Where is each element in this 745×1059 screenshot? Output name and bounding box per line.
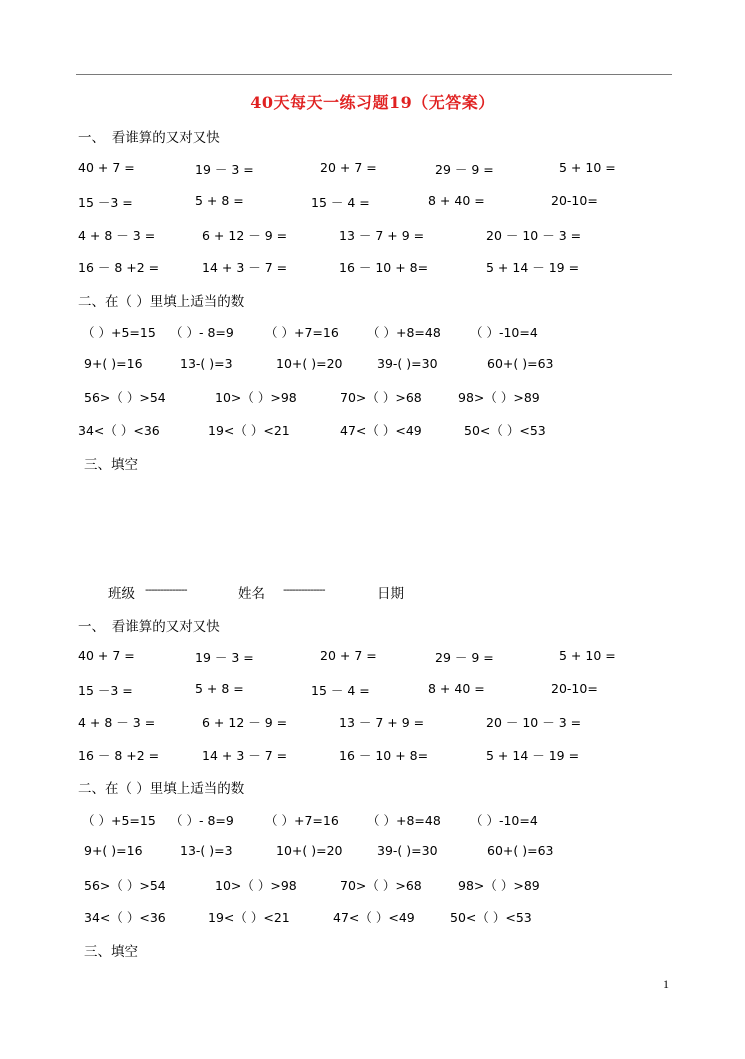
fill-cell: 9+( )=16 xyxy=(84,843,143,858)
class-label: 班级 xyxy=(108,586,135,602)
arith-cell: 29 － 9 = xyxy=(435,162,494,177)
arith-cell: 4 + 8 － 3 = xyxy=(78,228,156,243)
page-title: 40天每天一练习题19（无答案） xyxy=(250,93,495,112)
fill-cell: 39-( )=30 xyxy=(377,356,438,371)
fill-cell: 60+( )=63 xyxy=(487,843,554,858)
fill-cell: 56>（ ）>54 xyxy=(84,390,166,405)
arith-cell: 5 + 10 = xyxy=(559,648,616,663)
section2-title: 二、在（ ）里填上适当的数 xyxy=(78,781,245,797)
arith-cell: 29 － 9 = xyxy=(435,650,494,665)
fill-cell: 19<（ ）<21 xyxy=(208,423,290,438)
arith-cell: 16 － 10 + 8= xyxy=(339,260,429,275)
fill-cell: 13-( )=3 xyxy=(180,356,233,371)
fill-cell: （ ）+8=48 xyxy=(367,325,441,340)
arith-cell: 6 + 12 － 9 = xyxy=(202,228,288,243)
fill-cell: 34<（ ）<36 xyxy=(78,423,160,438)
fill-cell: 47<（ ）<49 xyxy=(333,910,415,925)
class-blank: -------------- xyxy=(145,583,187,596)
fill-cell: （ ）-10=4 xyxy=(470,325,538,340)
fill-cell: 47<（ ）<49 xyxy=(340,423,422,438)
arith-cell: 40 + 7 = xyxy=(78,160,135,175)
arith-cell: 16 － 8 +2 = xyxy=(78,748,160,763)
arith-cell: 8 + 40 = xyxy=(428,681,485,696)
fill-cell: 10>（ ）>98 xyxy=(215,390,297,405)
arith-cell: 16 － 10 + 8= xyxy=(339,748,429,763)
arith-cell: 20 + 7 = xyxy=(320,648,377,663)
section3-title: 三、填空 xyxy=(84,457,138,473)
fill-cell: （ ）+5=15 xyxy=(82,325,156,340)
fill-cell: 98>（ ）>89 xyxy=(458,878,540,893)
arith-cell: 15 － 4 = xyxy=(311,195,370,210)
section1-title: 一、 看谁算的又对又快 xyxy=(78,619,220,635)
arith-cell: 13 － 7 + 9 = xyxy=(339,228,425,243)
arith-cell: 5 + 14 － 19 = xyxy=(486,748,580,763)
fill-cell: （ ）- 8=9 xyxy=(170,813,234,828)
arith-cell: 6 + 12 － 9 = xyxy=(202,715,288,730)
section2-title: 二、在（ ）里填上适当的数 xyxy=(78,294,245,310)
arith-cell: 15 －3 = xyxy=(78,683,133,698)
fill-cell: 10+( )=20 xyxy=(276,843,343,858)
arith-cell: 15 －3 = xyxy=(78,195,133,210)
fill-cell: （ ）-10=4 xyxy=(470,813,538,828)
fill-cell: （ ）+7=16 xyxy=(265,325,339,340)
arith-cell: 19 － 3 = xyxy=(195,650,254,665)
name-label: 姓名 xyxy=(238,586,265,602)
section3-title: 三、填空 xyxy=(84,944,138,960)
arith-cell: 20-10= xyxy=(551,681,598,696)
arith-cell: 5 + 8 = xyxy=(195,193,244,208)
fill-cell: （ ）+7=16 xyxy=(265,813,339,828)
arith-cell: 5 + 14 － 19 = xyxy=(486,260,580,275)
header-rule xyxy=(76,74,672,75)
fill-cell: 10>（ ）>98 xyxy=(215,878,297,893)
arith-cell: 15 － 4 = xyxy=(311,683,370,698)
fill-cell: 39-( )=30 xyxy=(377,843,438,858)
name-blank: -------------- xyxy=(283,583,325,596)
arith-cell: 19 － 3 = xyxy=(195,162,254,177)
arith-cell: 5 + 8 = xyxy=(195,681,244,696)
fill-cell: 70>（ ）>68 xyxy=(340,390,422,405)
fill-cell: 34<（ ）<36 xyxy=(84,910,166,925)
arith-cell: 5 + 10 = xyxy=(559,160,616,175)
fill-cell: 13-( )=3 xyxy=(180,843,233,858)
arith-cell: 14 + 3 － 7 = xyxy=(202,260,288,275)
arith-cell: 16 － 8 +2 = xyxy=(78,260,160,275)
arith-cell: 14 + 3 － 7 = xyxy=(202,748,288,763)
date-label: 日期 xyxy=(377,586,404,602)
fill-cell: （ ）+5=15 xyxy=(82,813,156,828)
fill-cell: 50<（ ）<53 xyxy=(464,423,546,438)
fill-cell: 70>（ ）>68 xyxy=(340,878,422,893)
section1-title: 一、 看谁算的又对又快 xyxy=(78,130,220,146)
fill-cell: 98>（ ）>89 xyxy=(458,390,540,405)
arith-cell: 20 + 7 = xyxy=(320,160,377,175)
arith-cell: 20 － 10 － 3 = xyxy=(486,228,582,243)
arith-cell: 13 － 7 + 9 = xyxy=(339,715,425,730)
arith-cell: 20 － 10 － 3 = xyxy=(486,715,582,730)
page-number: 1 xyxy=(663,977,669,991)
fill-cell: （ ）- 8=9 xyxy=(170,325,234,340)
fill-cell: 10+( )=20 xyxy=(276,356,343,371)
fill-cell: 60+( )=63 xyxy=(487,356,554,371)
fill-cell: （ ）+8=48 xyxy=(367,813,441,828)
fill-cell: 56>（ ）>54 xyxy=(84,878,166,893)
arith-cell: 20-10= xyxy=(551,193,598,208)
fill-cell: 50<（ ）<53 xyxy=(450,910,532,925)
arith-cell: 8 + 40 = xyxy=(428,193,485,208)
fill-cell: 9+( )=16 xyxy=(84,356,143,371)
fill-cell: 19<（ ）<21 xyxy=(208,910,290,925)
arith-cell: 4 + 8 － 3 = xyxy=(78,715,156,730)
arith-cell: 40 + 7 = xyxy=(78,648,135,663)
